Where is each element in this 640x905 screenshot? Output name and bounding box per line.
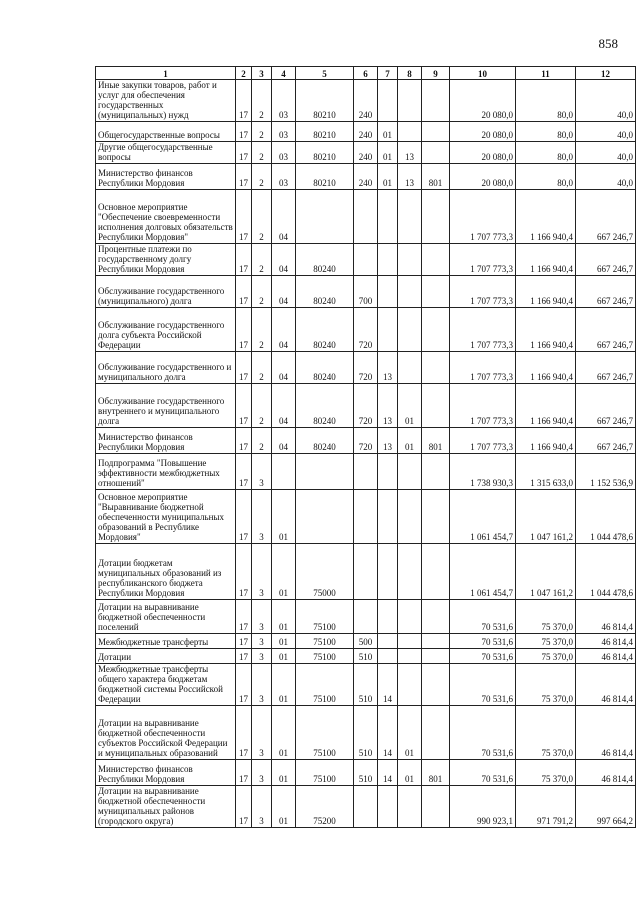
code-cell: 17 (236, 142, 252, 164)
code-cell (296, 190, 354, 244)
code-cell: 2 (252, 80, 272, 122)
code-cell (422, 80, 450, 122)
code-cell: 17 (236, 352, 252, 384)
code-cell (398, 244, 422, 276)
row-name: Министерство финансов Республики Мордовия (96, 164, 236, 190)
amount-cell: 667 246,7 (576, 308, 636, 352)
code-cell: 17 (236, 706, 252, 760)
code-cell: 240 (354, 80, 378, 122)
code-cell: 2 (252, 352, 272, 384)
code-cell: 2 (252, 164, 272, 190)
code-cell (354, 600, 378, 634)
amount-cell: 46 814,4 (576, 664, 636, 706)
amount-cell: 1 166 940,4 (516, 276, 576, 308)
amount-cell: 75 370,0 (516, 649, 576, 664)
amount-cell: 1 707 773,3 (450, 190, 516, 244)
code-cell (422, 634, 450, 649)
code-cell: 01 (378, 164, 398, 190)
code-cell (422, 664, 450, 706)
code-cell: 04 (272, 428, 296, 454)
amount-cell: 667 246,7 (576, 190, 636, 244)
amount-cell: 990 923,1 (450, 786, 516, 828)
code-cell (422, 454, 450, 490)
amount-cell: 70 531,6 (450, 760, 516, 786)
row-name: Общегосударственные вопросы (96, 122, 236, 142)
amount-cell: 1 047 161,2 (516, 490, 576, 544)
table-row (96, 428, 636, 454)
code-cell (398, 276, 422, 308)
row-name: Подпрограмма "Повышение эффективности межбюджетных отношений" (96, 454, 236, 490)
code-cell: 3 (252, 664, 272, 706)
column-header: 2 (236, 67, 252, 80)
code-cell: 240 (354, 122, 378, 142)
row-name: Иные закупки товаров, работ и услуг для обеспечения государственных (муниципальных) нужд (96, 80, 236, 122)
code-cell: 2 (252, 308, 272, 352)
code-cell: 14 (378, 706, 398, 760)
code-cell: 17 (236, 384, 252, 428)
amount-cell: 80,0 (516, 80, 576, 122)
row-name: Процентные платежи по государственному долгу Республики Мордовия (96, 244, 236, 276)
code-cell (378, 544, 398, 600)
code-cell: 01 (398, 428, 422, 454)
code-cell: 01 (378, 122, 398, 142)
table-row (96, 634, 636, 649)
code-cell: 80210 (296, 142, 354, 164)
amount-cell: 20 080,0 (450, 164, 516, 190)
code-cell: 80240 (296, 384, 354, 428)
table-row (96, 122, 636, 142)
code-cell: 510 (354, 649, 378, 664)
amount-cell: 40,0 (576, 164, 636, 190)
code-cell: 80210 (296, 80, 354, 122)
column-header: 12 (576, 67, 636, 80)
code-cell: 75100 (296, 706, 354, 760)
code-cell: 17 (236, 664, 252, 706)
amount-cell: 70 531,6 (450, 634, 516, 649)
header-row (96, 67, 636, 80)
code-cell: 2 (252, 142, 272, 164)
code-cell (422, 649, 450, 664)
code-cell: 2 (252, 122, 272, 142)
row-name: Обслуживание государственного внутреннего и муниципального долга (96, 384, 236, 428)
row-name: Межбюджетные трансферты общего характера бюджетам бюджетной системы Российской Федерации (96, 664, 236, 706)
row-name: Министерство финансов Республики Мордовия (96, 428, 236, 454)
code-cell: 17 (236, 454, 252, 490)
code-cell (354, 244, 378, 276)
code-cell: 14 (378, 664, 398, 706)
code-cell: 01 (272, 760, 296, 786)
row-name: Межбюджетные трансферты (96, 634, 236, 649)
amount-cell: 70 531,6 (450, 706, 516, 760)
code-cell: 01 (272, 634, 296, 649)
code-cell: 01 (272, 786, 296, 828)
code-cell: 17 (236, 164, 252, 190)
code-cell: 3 (252, 600, 272, 634)
code-cell: 04 (272, 244, 296, 276)
row-name: Министерство финансов Республики Мордовия (96, 760, 236, 786)
amount-cell: 667 246,7 (576, 428, 636, 454)
amount-cell: 1 315 633,0 (516, 454, 576, 490)
table-row (96, 490, 636, 544)
code-cell: 80240 (296, 428, 354, 454)
code-cell: 13 (378, 428, 398, 454)
code-cell (378, 490, 398, 544)
code-cell: 17 (236, 760, 252, 786)
amount-cell: 1 707 773,3 (450, 352, 516, 384)
code-cell: 75100 (296, 649, 354, 664)
amount-cell: 1 707 773,3 (450, 428, 516, 454)
amount-cell: 46 814,4 (576, 760, 636, 786)
code-cell (378, 600, 398, 634)
amount-cell: 1 707 773,3 (450, 244, 516, 276)
code-cell (398, 80, 422, 122)
code-cell (398, 454, 422, 490)
code-cell: 2 (252, 428, 272, 454)
row-name: Обслуживание государственного и муниципального долга (96, 352, 236, 384)
amount-cell: 70 531,6 (450, 600, 516, 634)
code-cell: 17 (236, 600, 252, 634)
code-cell: 720 (354, 352, 378, 384)
code-cell (398, 190, 422, 244)
table-row (96, 308, 636, 352)
table-row (96, 786, 636, 828)
column-header: 3 (252, 67, 272, 80)
code-cell (422, 352, 450, 384)
amount-cell: 80,0 (516, 164, 576, 190)
code-cell: 75200 (296, 786, 354, 828)
row-name: Дотации бюджетам муниципальных образований из республиканского бюджета Республики Мордовия (96, 544, 236, 600)
table-row (96, 244, 636, 276)
amount-cell: 40,0 (576, 122, 636, 142)
code-cell: 04 (272, 190, 296, 244)
code-cell: 03 (272, 164, 296, 190)
amount-cell: 80,0 (516, 142, 576, 164)
code-cell: 01 (272, 490, 296, 544)
amount-cell: 1 707 773,3 (450, 308, 516, 352)
code-cell (354, 454, 378, 490)
code-cell: 75100 (296, 634, 354, 649)
code-cell: 3 (252, 786, 272, 828)
amount-cell: 40,0 (576, 80, 636, 122)
code-cell: 80210 (296, 122, 354, 142)
amount-cell: 1 044 478,6 (576, 490, 636, 544)
code-cell (422, 244, 450, 276)
code-cell: 3 (252, 490, 272, 544)
code-cell: 500 (354, 634, 378, 649)
code-cell: 801 (422, 428, 450, 454)
code-cell (398, 490, 422, 544)
row-name: Дотации (96, 649, 236, 664)
row-name: Обслуживание государственного (муниципального) долга (96, 276, 236, 308)
code-cell: 04 (272, 308, 296, 352)
code-cell: 01 (272, 664, 296, 706)
code-cell (422, 544, 450, 600)
code-cell (296, 490, 354, 544)
amount-cell: 20 080,0 (450, 142, 516, 164)
code-cell: 04 (272, 276, 296, 308)
code-cell: 3 (252, 544, 272, 600)
code-cell: 510 (354, 760, 378, 786)
code-cell: 75000 (296, 544, 354, 600)
amount-cell: 46 814,4 (576, 634, 636, 649)
table-row (96, 276, 636, 308)
code-cell (398, 649, 422, 664)
amount-cell: 40,0 (576, 142, 636, 164)
code-cell (378, 244, 398, 276)
code-cell (398, 122, 422, 142)
table-body (96, 80, 636, 828)
code-cell: 510 (354, 664, 378, 706)
row-name: Основное мероприятие "Обеспечение своевременности исполнения долговых обязательств Республики Мордовия" (96, 190, 236, 244)
amount-cell: 1 047 161,2 (516, 544, 576, 600)
code-cell (422, 276, 450, 308)
table-row (96, 352, 636, 384)
code-cell: 2 (252, 244, 272, 276)
code-cell (398, 352, 422, 384)
code-cell: 801 (422, 164, 450, 190)
code-cell: 75100 (296, 760, 354, 786)
row-name: Дотации на выравнивание бюджетной обеспеченности субъектов Российской Федерации и муниципальных образований (96, 706, 236, 760)
column-header: 10 (450, 67, 516, 80)
code-cell: 04 (272, 384, 296, 428)
code-cell (422, 490, 450, 544)
amount-cell: 70 531,6 (450, 664, 516, 706)
code-cell: 01 (272, 600, 296, 634)
amount-cell: 1 166 940,4 (516, 428, 576, 454)
table-row (96, 164, 636, 190)
code-cell: 17 (236, 634, 252, 649)
column-header: 8 (398, 67, 422, 80)
amount-cell: 1 061 454,7 (450, 544, 516, 600)
amount-cell: 75 370,0 (516, 634, 576, 649)
amount-cell: 1 166 940,4 (516, 384, 576, 428)
code-cell (422, 190, 450, 244)
code-cell: 01 (398, 384, 422, 428)
table-row (96, 142, 636, 164)
code-cell: 3 (252, 634, 272, 649)
row-name: Обслуживание государственного долга субъекта Российской Федерации (96, 308, 236, 352)
code-cell: 03 (272, 80, 296, 122)
code-cell: 17 (236, 244, 252, 276)
code-cell (422, 384, 450, 428)
column-header: 4 (272, 67, 296, 80)
amount-cell: 1 707 773,3 (450, 384, 516, 428)
amount-cell: 46 814,4 (576, 600, 636, 634)
code-cell: 3 (252, 454, 272, 490)
table-row (96, 664, 636, 706)
row-name: Дотации на выравнивание бюджетной обеспеченности муниципальных районов (городского округа) (96, 786, 236, 828)
code-cell (378, 634, 398, 649)
amount-cell: 20 080,0 (450, 80, 516, 122)
code-cell: 17 (236, 544, 252, 600)
table-row (96, 190, 636, 244)
amount-cell: 997 664,2 (576, 786, 636, 828)
code-cell (378, 276, 398, 308)
table-row (96, 649, 636, 664)
code-cell: 17 (236, 122, 252, 142)
code-cell: 17 (236, 308, 252, 352)
code-cell: 01 (272, 544, 296, 600)
code-cell: 17 (236, 428, 252, 454)
column-header: 7 (378, 67, 398, 80)
code-cell: 2 (252, 384, 272, 428)
code-cell: 3 (252, 706, 272, 760)
code-cell: 17 (236, 490, 252, 544)
code-cell: 03 (272, 142, 296, 164)
code-cell: 01 (378, 142, 398, 164)
code-cell: 240 (354, 142, 378, 164)
row-name: Дотации на выравнивание бюджетной обеспеченности поселений (96, 600, 236, 634)
amount-cell: 971 791,2 (516, 786, 576, 828)
table-row (96, 384, 636, 428)
code-cell: 13 (378, 384, 398, 428)
code-cell: 75100 (296, 664, 354, 706)
code-cell: 720 (354, 384, 378, 428)
code-cell (378, 649, 398, 664)
page-number: 858 (598, 36, 618, 51)
code-cell: 04 (272, 352, 296, 384)
code-cell (422, 706, 450, 760)
amount-cell: 1 707 773,3 (450, 276, 516, 308)
amount-cell: 667 246,7 (576, 352, 636, 384)
code-cell: 80240 (296, 276, 354, 308)
code-cell: 13 (378, 352, 398, 384)
amount-cell: 1 166 940,4 (516, 244, 576, 276)
column-header: 5 (296, 67, 354, 80)
code-cell: 17 (236, 80, 252, 122)
code-cell: 03 (272, 122, 296, 142)
code-cell: 13 (398, 142, 422, 164)
amount-cell: 1 044 478,6 (576, 544, 636, 600)
amount-cell: 1 166 940,4 (516, 352, 576, 384)
code-cell (378, 190, 398, 244)
amount-cell: 70 531,6 (450, 649, 516, 664)
code-cell (354, 786, 378, 828)
code-cell (378, 454, 398, 490)
column-header: 6 (354, 67, 378, 80)
code-cell (398, 544, 422, 600)
code-cell: 17 (236, 786, 252, 828)
code-cell (354, 490, 378, 544)
row-name: Другие общегосударственные вопросы (96, 142, 236, 164)
row-name: Основное мероприятие "Выравнивание бюджетной обеспеченности муниципальных образований в Республике Мордовия" (96, 490, 236, 544)
code-cell (272, 454, 296, 490)
code-cell (378, 786, 398, 828)
code-cell: 700 (354, 276, 378, 308)
code-cell: 17 (236, 190, 252, 244)
code-cell (378, 80, 398, 122)
code-cell: 720 (354, 308, 378, 352)
table-row (96, 706, 636, 760)
code-cell (378, 308, 398, 352)
amount-cell: 46 814,4 (576, 649, 636, 664)
table-row (96, 544, 636, 600)
code-cell: 80240 (296, 308, 354, 352)
code-cell: 13 (398, 164, 422, 190)
code-cell: 17 (236, 276, 252, 308)
column-header: 9 (422, 67, 450, 80)
code-cell (354, 190, 378, 244)
code-cell: 510 (354, 706, 378, 760)
code-cell: 720 (354, 428, 378, 454)
amount-cell: 1 061 454,7 (450, 490, 516, 544)
amount-cell: 75 370,0 (516, 600, 576, 634)
code-cell (398, 634, 422, 649)
amount-cell: 75 370,0 (516, 706, 576, 760)
amount-cell: 1 738 930,3 (450, 454, 516, 490)
code-cell: 80240 (296, 244, 354, 276)
code-cell: 75100 (296, 600, 354, 634)
code-cell: 01 (272, 649, 296, 664)
amount-cell: 1 166 940,4 (516, 190, 576, 244)
amount-cell: 75 370,0 (516, 664, 576, 706)
code-cell (422, 308, 450, 352)
code-cell: 3 (252, 760, 272, 786)
amount-cell: 667 246,7 (576, 384, 636, 428)
code-cell: 01 (272, 706, 296, 760)
code-cell: 80210 (296, 164, 354, 190)
code-cell (296, 454, 354, 490)
amount-cell: 46 814,4 (576, 706, 636, 760)
code-cell (422, 122, 450, 142)
code-cell: 240 (354, 164, 378, 190)
code-cell: 01 (398, 760, 422, 786)
code-cell (422, 786, 450, 828)
column-header: 1 (96, 67, 236, 80)
code-cell: 17 (236, 649, 252, 664)
amount-cell: 20 080,0 (450, 122, 516, 142)
code-cell (354, 544, 378, 600)
code-cell: 2 (252, 276, 272, 308)
code-cell: 801 (422, 760, 450, 786)
amount-cell: 1 166 940,4 (516, 308, 576, 352)
table-row (96, 80, 636, 122)
amount-cell: 80,0 (516, 122, 576, 142)
code-cell: 01 (398, 706, 422, 760)
amount-cell: 75 370,0 (516, 760, 576, 786)
amount-cell: 667 246,7 (576, 276, 636, 308)
budget-table (95, 66, 636, 828)
table-row (96, 600, 636, 634)
code-cell (398, 308, 422, 352)
column-header: 11 (516, 67, 576, 80)
amount-cell: 667 246,7 (576, 244, 636, 276)
code-cell: 2 (252, 190, 272, 244)
code-cell: 3 (252, 649, 272, 664)
code-cell (398, 786, 422, 828)
table-row (96, 760, 636, 786)
code-cell: 80240 (296, 352, 354, 384)
code-cell (398, 664, 422, 706)
amount-cell: 1 152 536,9 (576, 454, 636, 490)
code-cell (398, 600, 422, 634)
table-row (96, 454, 636, 490)
code-cell: 14 (378, 760, 398, 786)
code-cell (422, 142, 450, 164)
code-cell (422, 600, 450, 634)
